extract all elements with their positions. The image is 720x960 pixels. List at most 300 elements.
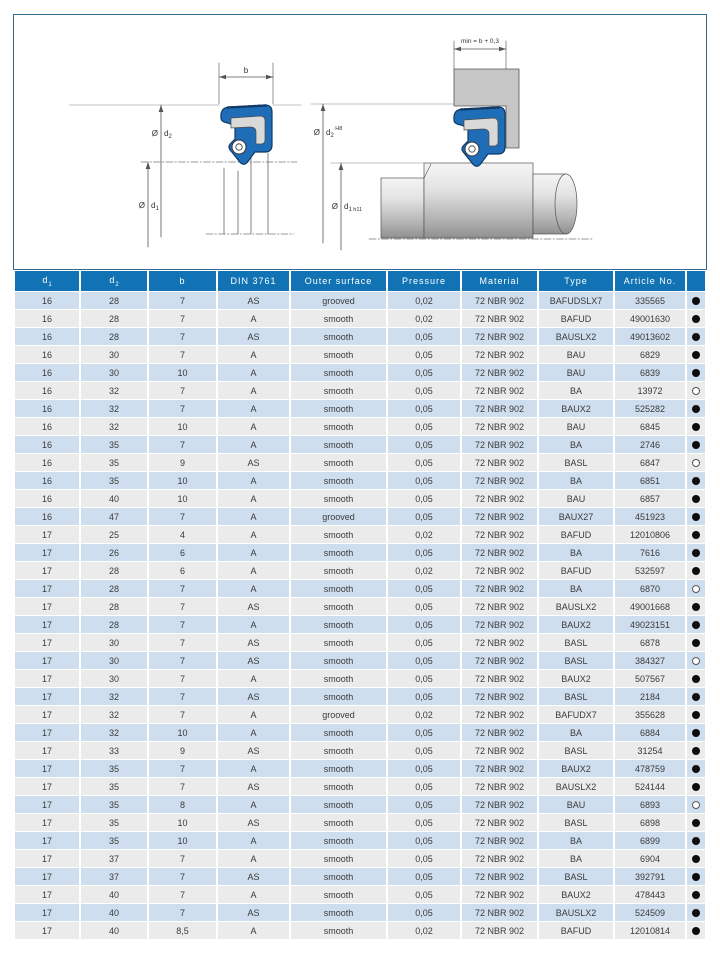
table-cell: 6851 — [615, 472, 685, 489]
table-cell: 72 NBR 902 — [462, 418, 537, 435]
table-cell: 72 NBR 902 — [462, 580, 537, 597]
table-cell: 30 — [81, 346, 147, 363]
table-cell: 478443 — [615, 886, 685, 903]
table-body — [15, 292, 705, 939]
table-cell: 72 NBR 902 — [462, 886, 537, 903]
table-cell: 30 — [81, 652, 147, 669]
table-cell: 17 — [15, 904, 79, 921]
table-row — [15, 634, 705, 651]
table-cell: smooth — [291, 526, 386, 543]
dim-arrow-right-icon — [266, 75, 273, 80]
availability-cell — [687, 418, 705, 435]
dim-label-d1h11-sym: Ø — [331, 202, 338, 211]
table-cell: BAUX2 — [539, 670, 613, 687]
table-cell: 28 — [81, 616, 147, 633]
table-cell: 28 — [81, 598, 147, 615]
table-cell: smooth — [291, 490, 386, 507]
table-cell: 72 NBR 902 — [462, 472, 537, 489]
column-header: $d_2$ — [81, 271, 147, 291]
table-row — [15, 346, 705, 363]
table-cell: A — [218, 346, 289, 363]
table-cell: BA — [539, 544, 613, 561]
table-cell: 17 — [15, 562, 79, 579]
table-cell: AS — [218, 868, 289, 885]
availability-cell — [687, 580, 705, 597]
table-cell: smooth — [291, 796, 386, 813]
table-cell: 7 — [149, 328, 216, 345]
table-cell: AS — [218, 742, 289, 759]
table-cell: 10 — [149, 724, 216, 741]
table-cell: BA — [539, 382, 613, 399]
table-cell: smooth — [291, 400, 386, 417]
table-cell: smooth — [291, 310, 386, 327]
table-cell: 7 — [149, 850, 216, 867]
table-row — [15, 382, 705, 399]
dim-arrow-right-icon — [499, 47, 506, 52]
table-cell: 72 NBR 902 — [462, 796, 537, 813]
availability-cell — [687, 778, 705, 795]
table-cell: BAFUD — [539, 562, 613, 579]
table-cell: 524144 — [615, 778, 685, 795]
table-cell: 72 NBR 902 — [462, 904, 537, 921]
table-cell: 0,05 — [388, 364, 460, 381]
seal-installation-view — [311, 38, 594, 250]
table-row — [15, 526, 705, 543]
table-cell: 72 NBR 902 — [462, 724, 537, 741]
column-header: $d_1$ — [15, 271, 79, 291]
table-cell: AS — [218, 688, 289, 705]
availability-filled-dot-icon — [692, 837, 700, 845]
table-cell: 35 — [81, 454, 147, 471]
availability-filled-dot-icon — [692, 639, 700, 647]
availability-cell — [687, 922, 705, 939]
table-cell: 17 — [15, 580, 79, 597]
dim-arrow-left-icon — [454, 47, 461, 52]
table-cell: 72 NBR 902 — [462, 850, 537, 867]
table-cell: BAUSLX2 — [539, 328, 613, 345]
header-row — [15, 271, 705, 291]
availability-filled-dot-icon — [692, 747, 700, 755]
table-cell: 16 — [15, 508, 79, 525]
availability-cell — [687, 814, 705, 831]
table-cell: BAFUDX7 — [539, 706, 613, 723]
availability-filled-dot-icon — [692, 927, 700, 935]
table-cell: 524509 — [615, 904, 685, 921]
table-cell: A — [218, 490, 289, 507]
table-cell: A — [218, 544, 289, 561]
availability-filled-dot-icon — [692, 819, 700, 827]
table-cell: 6847 — [615, 454, 685, 471]
table-cell: 35 — [81, 436, 147, 453]
table-cell: 49023151 — [615, 616, 685, 633]
availability-filled-dot-icon — [692, 855, 700, 863]
table-cell: 7 — [149, 868, 216, 885]
table-cell: grooved — [291, 706, 386, 723]
table-cell: 12010814 — [615, 922, 685, 939]
table-cell: BAFUD — [539, 922, 613, 939]
table-cell: 17 — [15, 832, 79, 849]
table-cell: 7 — [149, 508, 216, 525]
table-cell: 0,05 — [388, 832, 460, 849]
table-cell: 16 — [15, 454, 79, 471]
table-cell: 16 — [15, 490, 79, 507]
availability-cell — [687, 634, 705, 651]
table-cell: 0,05 — [388, 652, 460, 669]
table-cell: 40 — [81, 904, 147, 921]
table-cell: 7 — [149, 310, 216, 327]
table-cell: 4 — [149, 526, 216, 543]
dim-arrow-up-icon — [321, 104, 326, 111]
table-cell: 40 — [81, 886, 147, 903]
table-cell: A — [218, 850, 289, 867]
table-cell: 16 — [15, 328, 79, 345]
table-cell: 0,05 — [388, 490, 460, 507]
table-cell: A — [218, 310, 289, 327]
availability-filled-dot-icon — [692, 693, 700, 701]
table-row — [15, 310, 705, 327]
table-cell: 16 — [15, 382, 79, 399]
table-cell: smooth — [291, 742, 386, 759]
table-cell: 0,05 — [388, 778, 460, 795]
table-cell: 72 NBR 902 — [462, 814, 537, 831]
table-header — [15, 271, 705, 291]
table-cell: 0,05 — [388, 346, 460, 363]
table-row — [15, 436, 705, 453]
table-row — [15, 706, 705, 723]
availability-cell — [687, 850, 705, 867]
table-cell: smooth — [291, 904, 386, 921]
table-row — [15, 508, 705, 525]
table-cell: 0,05 — [388, 382, 460, 399]
table-row — [15, 328, 705, 345]
availability-cell — [687, 796, 705, 813]
table-cell: 7 — [149, 436, 216, 453]
shaft-step — [381, 178, 424, 238]
table-cell: 6845 — [615, 418, 685, 435]
table-cell: 72 NBR 902 — [462, 922, 537, 939]
table-cell: smooth — [291, 616, 386, 633]
table-cell: BAUX2 — [539, 760, 613, 777]
table-cell: BAUX27 — [539, 508, 613, 525]
table-cell: 6857 — [615, 490, 685, 507]
table-cell: 0,05 — [388, 670, 460, 687]
dim-label-d2-sym: Ø — [151, 129, 158, 138]
table-cell: smooth — [291, 724, 386, 741]
table-cell: 0,05 — [388, 868, 460, 885]
availability-cell — [687, 472, 705, 489]
table-cell: 8,5 — [149, 922, 216, 939]
table-row — [15, 904, 705, 921]
table-cell: smooth — [291, 778, 386, 795]
availability-cell — [687, 652, 705, 669]
table-cell: smooth — [291, 688, 386, 705]
dim-label-b: b — [243, 66, 249, 75]
table-cell: 35 — [81, 760, 147, 777]
table-cell: 0,05 — [388, 886, 460, 903]
table-cell: A — [218, 796, 289, 813]
availability-cell — [687, 832, 705, 849]
table-cell: 16 — [15, 472, 79, 489]
table-row — [15, 652, 705, 669]
table-row — [15, 562, 705, 579]
table-cell: 72 NBR 902 — [462, 868, 537, 885]
availability-cell — [687, 742, 705, 759]
table-cell: 40 — [81, 490, 147, 507]
availability-cell — [687, 904, 705, 921]
table-cell: 0,05 — [388, 436, 460, 453]
dim-label-d2h8: $d_2^{H8}$ — [326, 126, 343, 139]
table-cell: BAU — [539, 418, 613, 435]
table-cell: 35 — [81, 796, 147, 813]
table-row — [15, 418, 705, 435]
table-cell: 7 — [149, 346, 216, 363]
table-cell: A — [218, 364, 289, 381]
table-row — [15, 292, 705, 309]
table-cell: 47 — [81, 508, 147, 525]
table-cell: BAUX2 — [539, 400, 613, 417]
dim-arrow-up-icon — [146, 162, 151, 169]
table-cell: 17 — [15, 526, 79, 543]
table-cell: 49001630 — [615, 310, 685, 327]
column-header: Material — [462, 271, 537, 291]
table-cell: 17 — [15, 670, 79, 687]
table-cell: 17 — [15, 886, 79, 903]
table-cell: 17 — [15, 850, 79, 867]
table-cell: 72 NBR 902 — [462, 364, 537, 381]
table-cell: 72 NBR 902 — [462, 688, 537, 705]
table-cell: 7 — [149, 688, 216, 705]
table-cell: A — [218, 670, 289, 687]
table-cell: 32 — [81, 418, 147, 435]
availability-open-dot-icon — [692, 801, 700, 809]
table-cell: 17 — [15, 724, 79, 741]
availability-filled-dot-icon — [692, 567, 700, 575]
table-cell: 32 — [81, 688, 147, 705]
table-cell: 40 — [81, 922, 147, 939]
table-cell: 35 — [81, 814, 147, 831]
table-cell: smooth — [291, 814, 386, 831]
availability-filled-dot-icon — [692, 909, 700, 917]
table-cell: BAU — [539, 364, 613, 381]
table-cell: 6893 — [615, 796, 685, 813]
table-cell: 0,02 — [388, 562, 460, 579]
table-cell: BAUSLX2 — [539, 904, 613, 921]
column-header — [687, 271, 705, 291]
table-cell: 0,02 — [388, 292, 460, 309]
table-cell: 35 — [81, 832, 147, 849]
table-cell: 33 — [81, 742, 147, 759]
drawing-frame — [13, 14, 707, 270]
table-row — [15, 400, 705, 417]
table-row — [15, 670, 705, 687]
dim-label-d1: $d_1$ — [151, 201, 159, 212]
table-cell: 25 — [81, 526, 147, 543]
availability-filled-dot-icon — [692, 315, 700, 323]
table-cell: 6 — [149, 544, 216, 561]
table-cell: 0,05 — [388, 634, 460, 651]
table-cell: 17 — [15, 796, 79, 813]
table-cell: 72 NBR 902 — [462, 526, 537, 543]
table-cell: BA — [539, 724, 613, 741]
table-cell: 72 NBR 902 — [462, 544, 537, 561]
table-cell: A — [218, 724, 289, 741]
table-cell: BA — [539, 832, 613, 849]
column-header: Type — [539, 271, 613, 291]
table-cell: 35 — [81, 472, 147, 489]
table-cell: BAU — [539, 796, 613, 813]
catalog-table — [13, 270, 707, 940]
shaft-end-cap — [555, 174, 577, 234]
table-cell: 72 NBR 902 — [462, 670, 537, 687]
table-cell: AS — [218, 904, 289, 921]
availability-cell — [687, 562, 705, 579]
table-cell: BASL — [539, 454, 613, 471]
table-row — [15, 616, 705, 633]
table-cell: BAUX2 — [539, 886, 613, 903]
table-cell: 10 — [149, 364, 216, 381]
table-cell: 7 — [149, 580, 216, 597]
technical-drawing — [14, 15, 706, 269]
table-cell: AS — [218, 292, 289, 309]
availability-filled-dot-icon — [692, 477, 700, 485]
availability-cell — [687, 310, 705, 327]
availability-open-dot-icon — [692, 387, 700, 395]
table-cell: 72 NBR 902 — [462, 310, 537, 327]
availability-filled-dot-icon — [692, 297, 700, 305]
table-cell: 72 NBR 902 — [462, 778, 537, 795]
availability-cell — [687, 886, 705, 903]
table-cell: BASL — [539, 652, 613, 669]
table-cell: 16 — [15, 310, 79, 327]
table-cell: smooth — [291, 346, 386, 363]
table-cell: 16 — [15, 346, 79, 363]
availability-filled-dot-icon — [692, 441, 700, 449]
table-cell: BASL — [539, 814, 613, 831]
table-cell: 72 NBR 902 — [462, 508, 537, 525]
dim-label-d1h11: $d_1$ h11 — [344, 202, 363, 213]
table-cell: 32 — [81, 382, 147, 399]
table-cell: 7 — [149, 598, 216, 615]
table-cell: 7 — [149, 886, 216, 903]
table-cell: 6878 — [615, 634, 685, 651]
table-cell: A — [218, 760, 289, 777]
table-cell: 72 NBR 902 — [462, 616, 537, 633]
table-cell: 0,05 — [388, 418, 460, 435]
table-cell: 72 NBR 902 — [462, 832, 537, 849]
availability-cell — [687, 400, 705, 417]
availability-filled-dot-icon — [692, 351, 700, 359]
availability-cell — [687, 760, 705, 777]
dimension-table-wrap — [13, 270, 707, 940]
table-row — [15, 544, 705, 561]
table-cell: 10 — [149, 832, 216, 849]
table-cell: 31254 — [615, 742, 685, 759]
table-cell: 17 — [15, 868, 79, 885]
table-cell: 7 — [149, 670, 216, 687]
table-cell: 72 NBR 902 — [462, 400, 537, 417]
availability-filled-dot-icon — [692, 891, 700, 899]
table-cell: A — [218, 472, 289, 489]
table-cell: 72 NBR 902 — [462, 652, 537, 669]
availability-cell — [687, 706, 705, 723]
table-cell: A — [218, 616, 289, 633]
table-row — [15, 742, 705, 759]
table-cell: 72 NBR 902 — [462, 346, 537, 363]
seal-section-view — [69, 63, 301, 247]
table-cell: 30 — [81, 670, 147, 687]
table-cell: 72 NBR 902 — [462, 454, 537, 471]
table-cell: 17 — [15, 778, 79, 795]
table-cell: smooth — [291, 670, 386, 687]
table-row — [15, 850, 705, 867]
table-cell: 0,05 — [388, 328, 460, 345]
table-cell: BASL — [539, 868, 613, 885]
table-cell: 0,05 — [388, 796, 460, 813]
table-cell: 17 — [15, 742, 79, 759]
availability-filled-dot-icon — [692, 549, 700, 557]
availability-filled-dot-icon — [692, 405, 700, 413]
table-row — [15, 472, 705, 489]
availability-filled-dot-icon — [692, 765, 700, 773]
table-row — [15, 688, 705, 705]
table-cell: A — [218, 562, 289, 579]
table-cell: 7 — [149, 400, 216, 417]
table-cell: grooved — [291, 292, 386, 309]
table-cell: smooth — [291, 544, 386, 561]
availability-filled-dot-icon — [692, 513, 700, 521]
table-cell: 384327 — [615, 652, 685, 669]
table-cell: 9 — [149, 742, 216, 759]
table-cell: smooth — [291, 868, 386, 885]
availability-filled-dot-icon — [692, 873, 700, 881]
table-cell: 0,05 — [388, 598, 460, 615]
table-row — [15, 598, 705, 615]
table-cell: 16 — [15, 418, 79, 435]
table-cell: 72 NBR 902 — [462, 706, 537, 723]
table-cell: 0,02 — [388, 526, 460, 543]
table-cell: smooth — [291, 364, 386, 381]
table-cell: 0,05 — [388, 904, 460, 921]
availability-cell — [687, 454, 705, 471]
table-row — [15, 454, 705, 471]
dim-arrow-up-icon — [159, 105, 164, 112]
table-cell: BAUX2 — [539, 616, 613, 633]
table-cell: 0,05 — [388, 454, 460, 471]
table-cell: AS — [218, 454, 289, 471]
dim-label-d1-sym: Ø — [138, 201, 145, 210]
table-cell: 0,05 — [388, 688, 460, 705]
dim-arrow-left-icon — [219, 75, 226, 80]
table-cell: 6829 — [615, 346, 685, 363]
table-cell: A — [218, 508, 289, 525]
shaft-body — [424, 163, 533, 238]
availability-cell — [687, 670, 705, 687]
table-cell: 8 — [149, 796, 216, 813]
table-cell: 17 — [15, 652, 79, 669]
table-cell: 7 — [149, 634, 216, 651]
table-row — [15, 490, 705, 507]
table-cell: 0,05 — [388, 760, 460, 777]
table-cell: 0,05 — [388, 400, 460, 417]
availability-cell — [687, 490, 705, 507]
table-cell: 10 — [149, 814, 216, 831]
table-row — [15, 724, 705, 741]
availability-filled-dot-icon — [692, 783, 700, 791]
table-cell: 30 — [81, 634, 147, 651]
table-cell: 28 — [81, 580, 147, 597]
availability-cell — [687, 346, 705, 363]
table-cell: A — [218, 706, 289, 723]
